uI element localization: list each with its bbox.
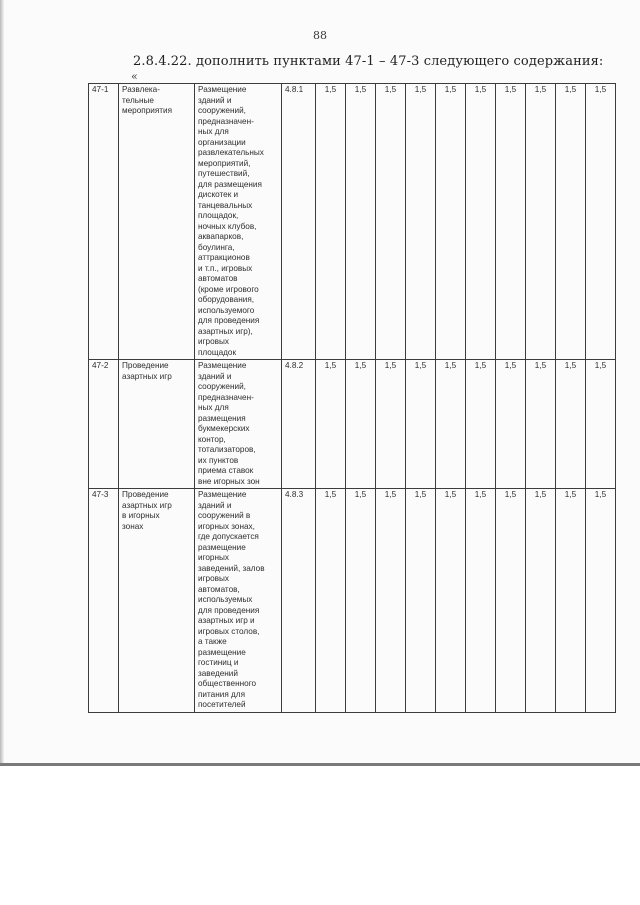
activity-description: Размещение зданий и сооружений в игорных зонах, где допускается размещение игорных заведений, залов игровых автоматов, используемых для проведения азартных игр и игровых столов, а также размещение гостиниц и заведений общественного питания для посетителей	[195, 489, 282, 713]
table-row	[89, 360, 616, 489]
table-row	[89, 489, 616, 713]
coefficient-cell: 1,5	[376, 360, 406, 489]
coefficient-cell: 1,5	[586, 84, 616, 360]
coefficient-cell: 1,5	[496, 360, 526, 489]
classifier-code: 4.8.1	[282, 84, 316, 360]
coefficient-cell: 1,5	[436, 84, 466, 360]
coefficient-cell: 1,5	[436, 489, 466, 713]
coefficient-cell: 1,5	[316, 489, 346, 713]
coefficient-cell: 1,5	[406, 360, 436, 489]
coefficient-cell: 1,5	[406, 489, 436, 713]
coefficient-cell: 1,5	[376, 489, 406, 713]
opening-quote-mark: «	[131, 70, 138, 83]
row-number: 47-1	[89, 84, 119, 360]
coefficient-cell: 1,5	[346, 489, 376, 713]
table-row	[89, 84, 616, 360]
row-number: 47-3	[89, 489, 119, 713]
coefficient-cell: 1,5	[526, 84, 556, 360]
coefficient-cell: 1,5	[376, 84, 406, 360]
activity-description: Размещение зданий и сооружений, предназначен- ных для организации развлекательных мероприятий, путешествий, для размещения дискотек и танцевальных площадок, ночных клубов, аквапарков, боулинга, аттракционов и т.п., игровых автоматов (кроме игрового оборудования, используемого для проведения азартных игр), игровых площадок	[195, 84, 282, 360]
classifier-code: 4.8.2	[282, 360, 316, 489]
amendment-table	[88, 83, 616, 713]
classifier-code: 4.8.3	[282, 489, 316, 713]
coefficient-cell: 1,5	[406, 84, 436, 360]
page-number: 88	[313, 29, 327, 42]
coefficient-cell: 1,5	[526, 360, 556, 489]
activity-name: Проведение азартных игр в игорных зонах	[119, 489, 195, 713]
coefficient-cell: 1,5	[466, 84, 496, 360]
coefficient-cell: 1,5	[556, 84, 586, 360]
coefficient-cell: 1,5	[346, 360, 376, 489]
coefficient-cell: 1,5	[316, 84, 346, 360]
coefficient-cell: 1,5	[466, 489, 496, 713]
coefficient-cell: 1,5	[316, 360, 346, 489]
coefficient-cell: 1,5	[586, 360, 616, 489]
coefficient-cell: 1,5	[526, 489, 556, 713]
activity-description: Размещение зданий и сооружений, предназначен- ных для размещения букмекерских контор, тотализаторов, их пунктов приема ставок вне игорных зон	[195, 360, 282, 489]
coefficient-cell: 1,5	[466, 360, 496, 489]
page-edge-shadow	[0, 0, 4, 763]
coefficient-cell: 1,5	[586, 489, 616, 713]
coefficient-cell: 1,5	[556, 489, 586, 713]
coefficient-cell: 1,5	[496, 84, 526, 360]
table-body	[89, 84, 616, 713]
activity-name: Развлека- тельные мероприятия	[119, 84, 195, 360]
coefficient-cell: 1,5	[496, 489, 526, 713]
coefficient-cell: 1,5	[346, 84, 376, 360]
coefficient-cell: 1,5	[556, 360, 586, 489]
section-heading: 2.8.4.22. дополнить пунктами 47-1 – 47-3 следующего содержания:	[133, 54, 604, 69]
row-number: 47-2	[89, 360, 119, 489]
coefficient-cell: 1,5	[436, 360, 466, 489]
activity-name: Проведение азартных игр	[119, 360, 195, 489]
